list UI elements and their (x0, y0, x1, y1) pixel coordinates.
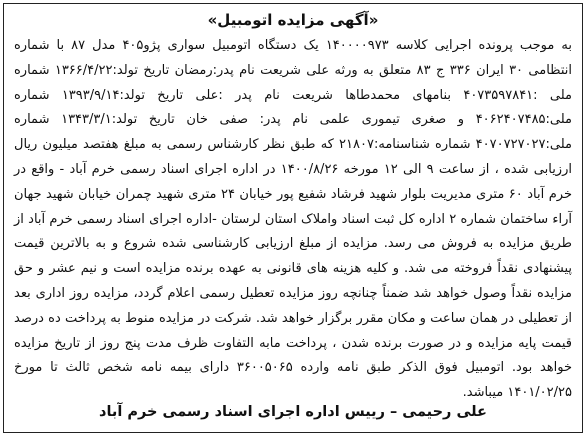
notice-frame (3, 3, 583, 433)
notice-signature: علی رحیمی – رییس اداره اجرای اسناد رسمی خرم آباد (99, 404, 487, 420)
notice-title: «آگهی مزایده اتومبیل» (207, 11, 379, 29)
notice-body: به موجب پرونده اجرایی کلاسه ۱۴۰۰۰۰۹۷۳ یک دستگاه اتومبیل سواری پژو۴۰۵ مدل ۸۷ با شماره انتظامی ۳۰ ایران ۳۳۶ ج ۸۳ متعلق به ورثه علی شریعت نام پدر:رمضان تاریخ تولد:۱۳۶۶/۴/۲۲ شماره ملی :۴۰۷۳۵۹۷۸۴۱ بنامهای محمدطاها شریعت نام پدر :علی تاریخ تولد:۱۳۹۳/۹/۱۴ شماره ملی:۴۰۶۲۴۰۷۴۸۵ و صغری تیموری علمی نام پدر: صفی خان تاریخ تولد:۱۳۴۳/۳/۱ شماره ملی:۴۰۷۰۷۲۷۰۲۷ شماره شناسنامه:۲۱۸۰۷ که طبق نظر کارشناس رسمی به مبلغ هفتصد میلیون ریال ارزیابی شده ، از ساعت ۹ الی ۱۲ مورخه ۱۴۰۰/۸/۲۶ در اداره اجرای اسناد رسمی خرم آباد - واقع در خرم آباد ۶۰ متری مدیریت بلوار شهید فرشاد شفیع پور خیابان ۲۴ متری شهید چمران خیابان شهید جهان آراء ساختمان شماره ۲ اداره کل ثبت اسناد واملاک استان لرستان -اداره اجرای اسناد رسمی خرم آباد از طریق مزایده به فروش می رسد. مزایده از مبلغ ارزیابی کارشناسی شده شروع و به بالاترین قیمت پیشنهادی نقداً فروخته می شد. و کلیه هزینه های قانونی به عهده برنده مزایده است و نیم عشر و حق مزایده نقداً وصول خواهد شد ضمناً چنانچه روز مزایده تعطیل رسمی اعلام گردد، مزایده روز اداری بعد از تعطیلی در همان ساعت و مکان مقرر برگزار خواهد شد. شرکت در مزایده منوط به پرداخت ده درصد قیمت پایه مزایده و در صورت برنده شدن ، پرداخت مابه التفاوت ظرف مدت پنج روز از تاریخ مزایده خواهد بود. اتومبیل فوق الذکر طبق نامه وارده ۳۶۰۰۵۰۶۵ دارای بیمه نامه شخص ثالث تا مورخ ۱۴۰۱/۰۲/۲۵ میباشد. (14, 38, 573, 401)
